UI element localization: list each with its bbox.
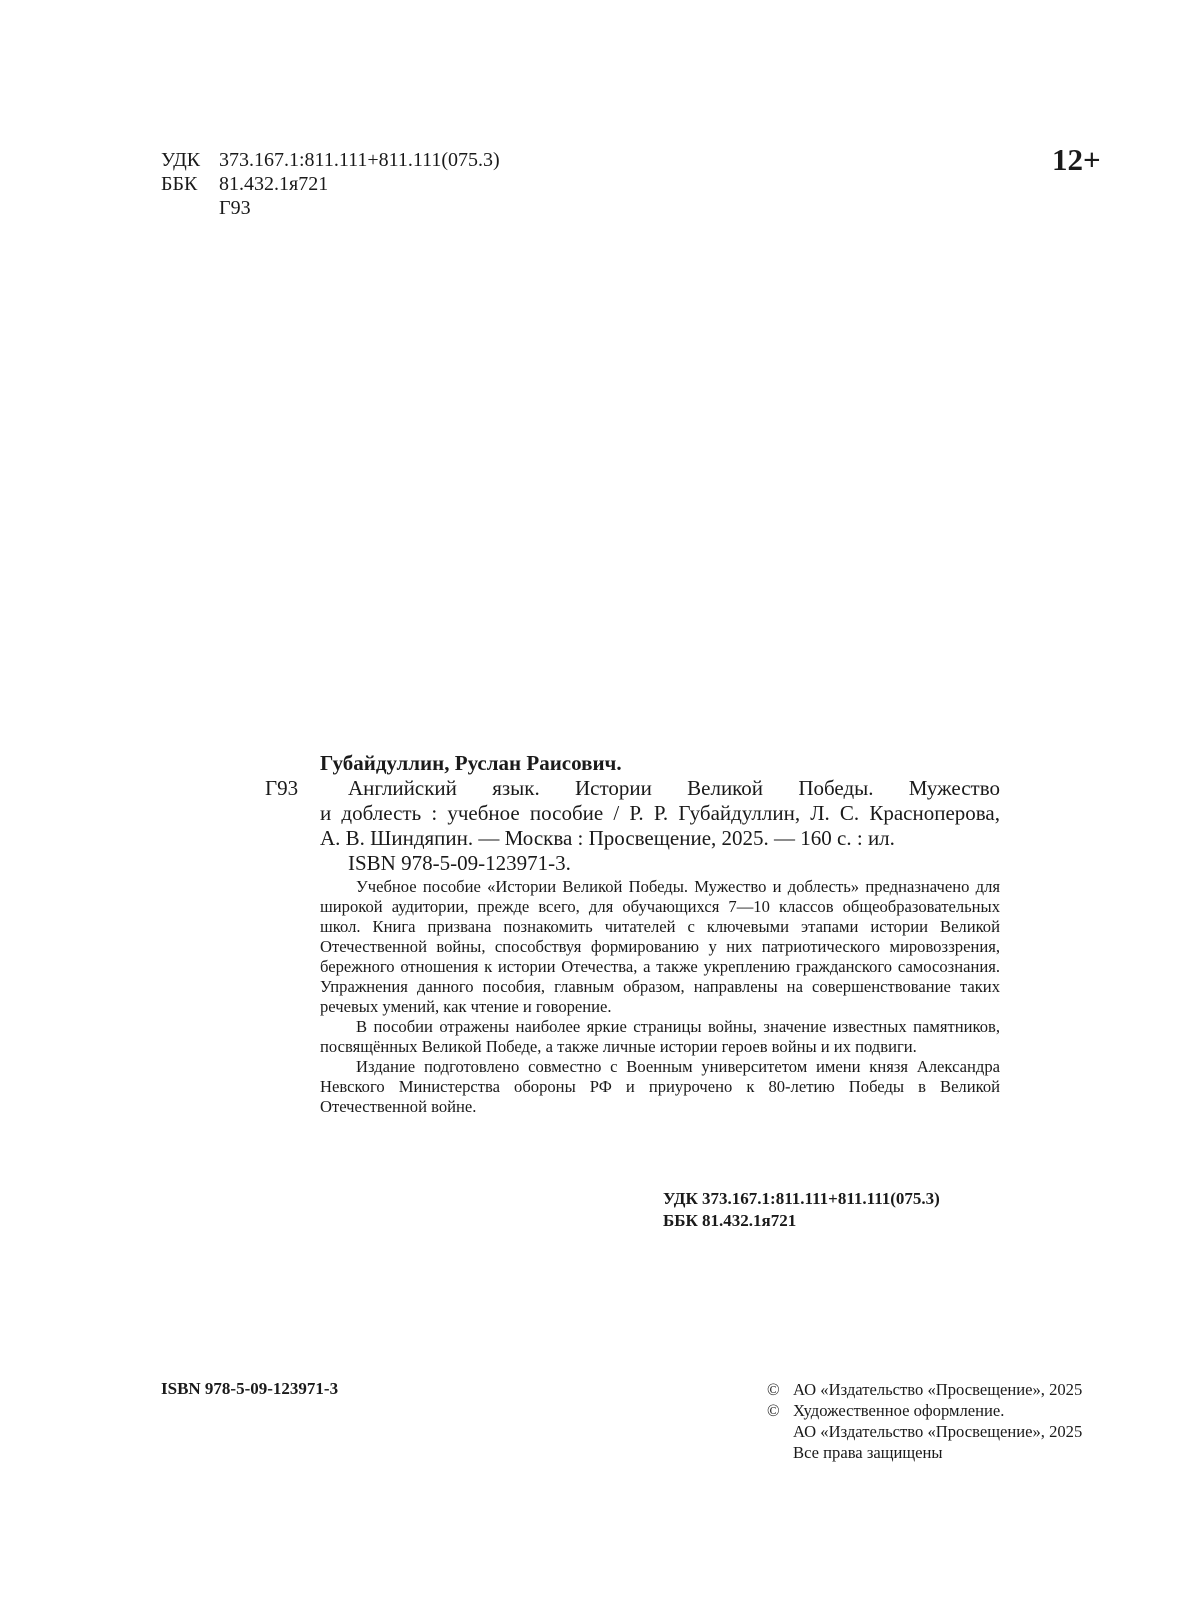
author-heading: Губайдуллин, Руслан Раисович. (320, 751, 622, 775)
bib-line: и доблесть : учебное пособие / Р. Р. Губайдуллин, Л. С. Красноперова, (320, 801, 1000, 825)
classification-codes (161, 148, 500, 220)
annotation-paragraph: Учебное пособие «Истории Великой Победы. Мужество и доблесть» предназначено для широкой аудитории, прежде всего, для обучающихся 7—10 классов общеобразовательных школ. Книга призвана познакомить читателей с ключевыми этапами истории Великой Отечественной войны, способствуя формированию у них патриотического мировоззрения, бережного отношения к истории Отечества, а также укреплению гражданского самосознания. Упражнения данного пособия, главным образом, направлены на совершенствование таких речевых умений, как чтение и говорение. (320, 877, 1000, 1016)
copyright-text: АО «Издательство «Просвещение», 2025 (793, 1422, 1083, 1441)
copyright-icon: © (767, 1401, 780, 1420)
annotation (320, 877, 1000, 1117)
copyright-text: Художественное оформление. (793, 1401, 1005, 1420)
copyright-block (767, 1379, 1082, 1463)
annotation-paragraph: Издание подготовлено совместно с Военным университетом имени князя Александра Невского Министерства обороны РФ и приурочено к 80-летию Победы в Великой Отечественной войне. (320, 1057, 1000, 1116)
bbk-label: ББК (161, 173, 198, 195)
copyright-icon: © (767, 1380, 780, 1399)
bib-line: Английский язык. Истории Великой Победы. Мужество (348, 776, 1000, 800)
copyright-text: АО «Издательство «Просвещение», 2025 (793, 1380, 1083, 1399)
annotation-paragraph: В пособии отражены наиболее яркие страницы войны, значение известных памятников, посвящённых Великой Победе, а также личные истории героев войны и их подвиги. (320, 1017, 1000, 1056)
bib-line: А. В. Шиндяпин. — Москва : Просвещение, 2025. — 160 с. : ил. (320, 826, 895, 850)
udk-value: 373.167.1:811.111+811.111(075.3) (219, 149, 500, 171)
card-bbk: ББК 81.432.1я721 (663, 1211, 797, 1230)
isbn-line: ISBN 978-5-09-123971-3. (348, 851, 571, 875)
isbn: ISBN 978-5-09-123971-3 (161, 1379, 339, 1398)
catalog-author-mark: Г93 (265, 776, 299, 800)
bibliographic-record (320, 750, 1000, 876)
card-classification-codes (663, 1188, 940, 1232)
card-udk: УДК 373.167.1:811.111+811.111(075.3) (663, 1189, 940, 1208)
age-rating: 12+ (1052, 142, 1101, 177)
bbk-value: 81.432.1я721 (219, 173, 329, 195)
author-mark: Г93 (219, 197, 251, 219)
udk-label: УДК (161, 149, 201, 171)
rights-text: Все права защищены (793, 1443, 943, 1462)
